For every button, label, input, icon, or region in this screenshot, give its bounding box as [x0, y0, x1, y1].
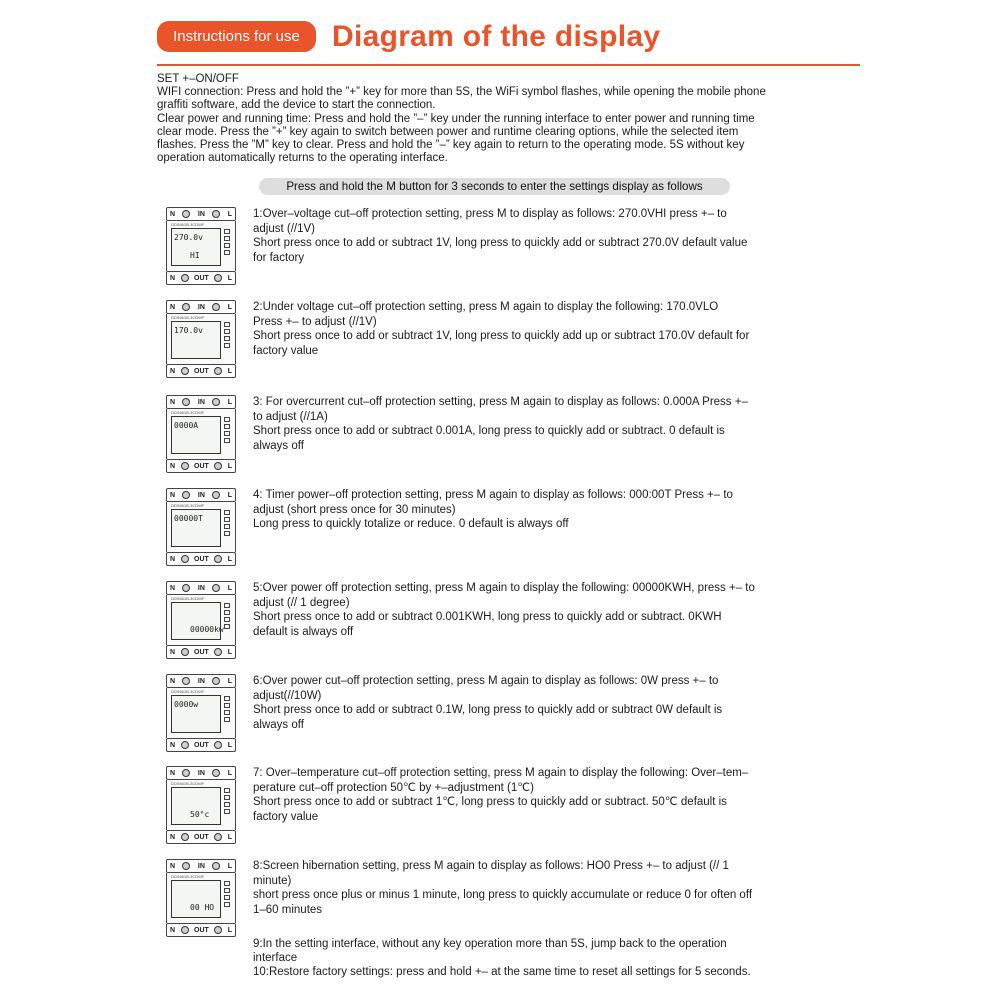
step-line: 1:Over–voltage cut–off protection setting, press M to display as follows: 270.0VHI press +– to [253, 208, 727, 220]
meter-brand: DDS661B-3CDWF [171, 781, 205, 786]
terminal-label: L [227, 648, 232, 656]
lcd-sub-readout: HI [190, 251, 200, 260]
terminal-label: IN [197, 677, 205, 685]
step-line: adjust (short press once for 30 minutes) [253, 503, 456, 516]
terminal-label: L [227, 862, 232, 870]
meter-output-terminals [166, 552, 236, 566]
lcd-main-readout: 270.0v [174, 233, 203, 242]
terminal-label: L [227, 274, 232, 282]
key-icon [224, 417, 230, 422]
terminal-icon [181, 274, 189, 282]
terminal-icon [212, 862, 220, 870]
meter-input-terminals [166, 581, 236, 595]
terminal-icon [214, 833, 222, 841]
terminal-label: L [227, 677, 232, 685]
lcd-main-readout: 00000T [174, 514, 203, 523]
meter-body [166, 780, 236, 830]
terminal-icon [181, 367, 189, 375]
meter-brand: DDS661B-3CDWF [171, 596, 205, 601]
meter-output-terminals [166, 459, 236, 473]
terminal-label: L [227, 491, 232, 499]
key-icon [224, 624, 230, 629]
terminal-label: L [227, 303, 232, 311]
meter-input-terminals [166, 674, 236, 688]
terminal-icon [214, 462, 222, 470]
meter-brand: DDS661B-3CDWF [171, 222, 205, 227]
step-line: 6:Over power cut–off protection setting, press M again to display as follows: 0W press +– to [253, 675, 719, 687]
key-icon [224, 343, 230, 348]
key-icon [224, 788, 230, 793]
terminal-label: L [227, 769, 232, 777]
terminal-label: L [227, 462, 232, 470]
step-description [253, 395, 818, 453]
key-icon [224, 710, 230, 715]
key-icon [224, 617, 230, 622]
terminal-label: OUT [194, 462, 209, 470]
terminal-icon [214, 926, 222, 934]
terminal-label: N [170, 677, 176, 685]
instructions-badge: Instructions for use [157, 21, 316, 52]
footnote-line: 10:Restore factory settings: press and hold +– at the same time to reset all settings for 5 seconds. [253, 966, 751, 979]
step-description [253, 766, 818, 824]
key-icon [224, 802, 230, 807]
step-description [253, 488, 818, 532]
terminal-label: N [170, 274, 176, 282]
meter-brand: DDS661B-3CDWF [171, 874, 205, 879]
terminal-label: IN [197, 584, 205, 592]
terminal-icon [212, 303, 220, 311]
intro-line: operation automatically returns to the operating interface. [157, 152, 448, 165]
meter-illustration [166, 395, 236, 473]
terminal-label: N [170, 862, 176, 870]
step-line: minute) [253, 874, 292, 887]
key-icon [224, 510, 230, 515]
terminal-label: L [227, 926, 232, 934]
intro-line: clear mode. Press the ”+” key again to switch between power and runtime clearing options, while the selected item [157, 125, 739, 138]
step-line: 4: Timer power–off protection setting, press M again to display as follows: 000:00T Press +– to [253, 489, 733, 501]
terminal-icon [212, 769, 220, 777]
terminal-label: IN [197, 769, 205, 777]
step-description [253, 859, 818, 917]
terminal-label: OUT [194, 741, 209, 749]
terminal-icon [181, 926, 189, 934]
terminal-label: IN [197, 862, 205, 870]
step-line: 2:Under voltage cut–off protection setting, press M again to display the following: 170.0VLO [253, 301, 719, 313]
lcd-screen [171, 602, 224, 640]
terminal-icon [212, 398, 220, 406]
footnote-line: interface [253, 952, 298, 965]
terminal-label: N [170, 491, 176, 499]
footnote-line: 9:In the setting interface, without any key operation more than 5S, jump back to the operation [253, 938, 727, 950]
meter-input-terminals [166, 766, 236, 780]
step-line: perature cut–off protection 50℃ by +–adjustment (1℃) [253, 781, 535, 794]
step-line: Short press once to add or subtract 0.001A, long press to quickly add or subtract. 0 default is [253, 425, 725, 437]
meter-keys [224, 696, 233, 732]
meter-body [166, 409, 236, 459]
terminal-icon [182, 769, 190, 777]
lcd-screen [171, 880, 221, 918]
step-line: Long press to quickly totalize or reduce. 0 default is always off [253, 518, 569, 530]
terminal-icon [181, 648, 189, 656]
terminal-icon [182, 398, 190, 406]
step-line: Short press once to add or subtract 1℃, long press to quickly add or subtract. 50℃ default is [253, 796, 727, 808]
step-line: Press +– to adjust (//1V) [253, 315, 377, 328]
terminal-label: IN [197, 491, 205, 499]
terminal-label: OUT [194, 367, 209, 375]
terminal-icon [182, 491, 190, 499]
step-line: always off [253, 718, 304, 731]
key-icon [224, 809, 230, 814]
lcd-screen [171, 695, 221, 733]
terminal-label: N [170, 462, 176, 470]
terminal-label: IN [197, 210, 205, 218]
key-icon [224, 517, 230, 522]
terminal-label: N [170, 303, 176, 311]
key-icon [224, 250, 230, 255]
intro-text [157, 73, 837, 165]
meter-body [166, 873, 236, 923]
step-description [253, 581, 818, 639]
terminal-label: L [227, 398, 232, 406]
terminal-icon [181, 555, 189, 563]
meter-keys [224, 603, 233, 639]
step-line: factory value [253, 344, 319, 357]
terminal-label: L [227, 833, 232, 841]
terminal-icon [182, 210, 190, 218]
terminal-icon [181, 462, 189, 470]
intro-line: graffiti software, add the device to start the connection. [157, 99, 436, 112]
step-line: factory value [253, 810, 319, 823]
settings-banner: Press and hold the M button for 3 seconds to enter the settings display as follows [259, 178, 730, 195]
lcd-sub-readout: 50°c [190, 810, 210, 819]
meter-output-terminals [166, 738, 236, 752]
terminal-icon [182, 303, 190, 311]
terminal-label: L [227, 210, 232, 218]
meter-output-terminals [166, 830, 236, 844]
terminal-icon [214, 741, 222, 749]
meter-brand: DDS661B-3CDWF [171, 315, 205, 320]
terminal-label: L [227, 555, 232, 563]
step-line: adjust(//10W) [253, 689, 322, 702]
meter-input-terminals [166, 207, 236, 221]
step-line: default is always off [253, 625, 354, 638]
meter-brand: DDS661B-3CDWF [171, 689, 205, 694]
lcd-screen [171, 787, 221, 825]
meter-illustration [166, 581, 236, 659]
step-line: 3: For overcurrent cut–off protection setting, press M again to display as follows: 0.000A Press +– [253, 396, 748, 408]
lcd-screen [171, 228, 221, 266]
intro-line: SET +–ON/OFF [157, 73, 239, 85]
step-line: 8:Screen hibernation setting, press M again to display as follows: HO0 Press +– to adjust (// 1 [253, 860, 729, 872]
key-icon [224, 438, 230, 443]
meter-body [166, 502, 236, 552]
terminal-label: OUT [194, 648, 209, 656]
key-icon [224, 243, 230, 248]
meter-body [166, 688, 236, 738]
meter-input-terminals [166, 859, 236, 873]
terminal-label: OUT [194, 555, 209, 563]
key-icon [224, 902, 230, 907]
terminal-label: N [170, 648, 176, 656]
terminal-icon [212, 677, 220, 685]
meter-input-terminals [166, 488, 236, 502]
terminal-icon [214, 367, 222, 375]
key-icon [224, 696, 230, 701]
step-line: Short press once to add or subtract 1V, long press to quickly add up or subtract 170.0V default for [253, 330, 750, 342]
lcd-main-readout: 0000A [174, 421, 199, 430]
lcd-screen [171, 509, 221, 547]
terminal-icon [214, 555, 222, 563]
meter-keys [224, 881, 233, 917]
terminal-label: N [170, 210, 176, 218]
meter-body [166, 314, 236, 364]
lcd-main-readout: 170.0v [174, 326, 203, 335]
key-icon [224, 610, 230, 615]
step-line: Short press once to add or subtract 0.001KWH, long press to quickly add or subtract. 0KWH [253, 611, 722, 623]
meter-body [166, 595, 236, 645]
terminal-icon [181, 833, 189, 841]
key-icon [224, 236, 230, 241]
key-icon [224, 795, 230, 800]
key-icon [224, 336, 230, 341]
meter-body [166, 221, 236, 271]
step-description [253, 674, 818, 732]
step-line: always off [253, 439, 304, 452]
terminal-label: OUT [194, 926, 209, 934]
terminal-label: L [227, 584, 232, 592]
step-line: adjust (// 1 degree) [253, 596, 350, 609]
lcd-sub-readout: 00 HO [190, 903, 215, 912]
terminal-label: N [170, 398, 176, 406]
step-line: 5:Over power off protection setting, press M again to display the following: 00000KWH, press +– to [253, 582, 755, 594]
key-icon [224, 431, 230, 436]
terminal-icon [182, 677, 190, 685]
step-description [253, 300, 818, 358]
meter-input-terminals [166, 395, 236, 409]
terminal-icon [214, 274, 222, 282]
lcd-sub-readout: 00000kw [190, 625, 224, 634]
key-icon [224, 329, 230, 334]
terminal-icon [181, 741, 189, 749]
meter-illustration [166, 488, 236, 566]
footnotes [253, 937, 833, 980]
terminal-label: N [170, 367, 176, 375]
key-icon [224, 531, 230, 536]
key-icon [224, 703, 230, 708]
terminal-label: L [227, 367, 232, 375]
page-title: Diagram of the display [332, 20, 661, 53]
terminal-icon [182, 584, 190, 592]
meter-illustration [166, 207, 236, 285]
terminal-label: N [170, 833, 176, 841]
meter-brand: DDS661B-3CDWF [171, 410, 205, 415]
meter-keys [224, 417, 233, 453]
step-line: Short press once to add or subtract 1V, long press to quickly add or subtract 270.0V default value [253, 237, 748, 249]
terminal-label: OUT [194, 833, 209, 841]
lcd-main-readout: 0000w [174, 700, 199, 709]
key-icon [224, 524, 230, 529]
meter-output-terminals [166, 645, 236, 659]
key-icon [224, 424, 230, 429]
key-icon [224, 229, 230, 234]
meter-input-terminals [166, 300, 236, 314]
meter-illustration [166, 766, 236, 844]
intro-line: flashes. Press the ”M” key to clear. Press and hold the ”–” key again to return to the operating mode. 5S without key [157, 139, 745, 152]
meter-illustration [166, 859, 236, 937]
meter-illustration [166, 674, 236, 752]
terminal-label: N [170, 584, 176, 592]
key-icon [224, 717, 230, 722]
terminal-label: N [170, 741, 176, 749]
terminal-icon [212, 210, 220, 218]
step-line: to adjust (//1A) [253, 410, 328, 423]
key-icon [224, 881, 230, 886]
step-line: short press once plus or minus 1 minute, long press to quickly accumulate or reduce 0 for often off [253, 889, 753, 901]
step-line: 1–60 minutes [253, 903, 323, 916]
step-line: Short press once to add or subtract 0.1W, long press to quickly add or subtract 0W default is [253, 704, 723, 716]
meter-output-terminals [166, 923, 236, 937]
terminal-label: L [227, 741, 232, 749]
terminal-label: OUT [194, 274, 209, 282]
step-line: 7: Over–temperature cut–off protection setting, press M again to display the following: Over–tem– [253, 767, 749, 779]
key-icon [224, 322, 230, 327]
meter-brand: DDS661B-3CDWF [171, 503, 205, 508]
meter-keys [224, 510, 233, 546]
meter-keys [224, 322, 233, 358]
meter-output-terminals [166, 364, 236, 378]
terminal-icon [212, 491, 220, 499]
terminal-label: N [170, 926, 176, 934]
meter-keys [224, 229, 233, 265]
step-description [253, 207, 818, 265]
intro-line: WIFI connection: Press and hold the ”+” key for more than 5S, the WiFi symbol flashes, while opening the mobile phone [157, 86, 766, 99]
terminal-label: IN [197, 398, 205, 406]
lcd-screen [171, 416, 221, 454]
meter-output-terminals [166, 271, 236, 285]
meter-keys [224, 788, 233, 824]
lcd-screen [171, 321, 221, 359]
terminal-icon [212, 584, 220, 592]
terminal-icon [214, 648, 222, 656]
step-line: for factory [253, 251, 305, 264]
terminal-label: N [170, 555, 176, 563]
step-line: adjust (//1V) [253, 222, 315, 235]
key-icon [224, 888, 230, 893]
intro-line: Clear power and running time: Press and hold the ”–” key under the running interface to enter power and running time [157, 112, 755, 125]
terminal-label: N [170, 769, 176, 777]
key-icon [224, 895, 230, 900]
key-icon [224, 603, 230, 608]
meter-illustration [166, 300, 236, 378]
terminal-label: IN [197, 303, 205, 311]
terminal-icon [182, 862, 190, 870]
title-divider [157, 64, 860, 66]
